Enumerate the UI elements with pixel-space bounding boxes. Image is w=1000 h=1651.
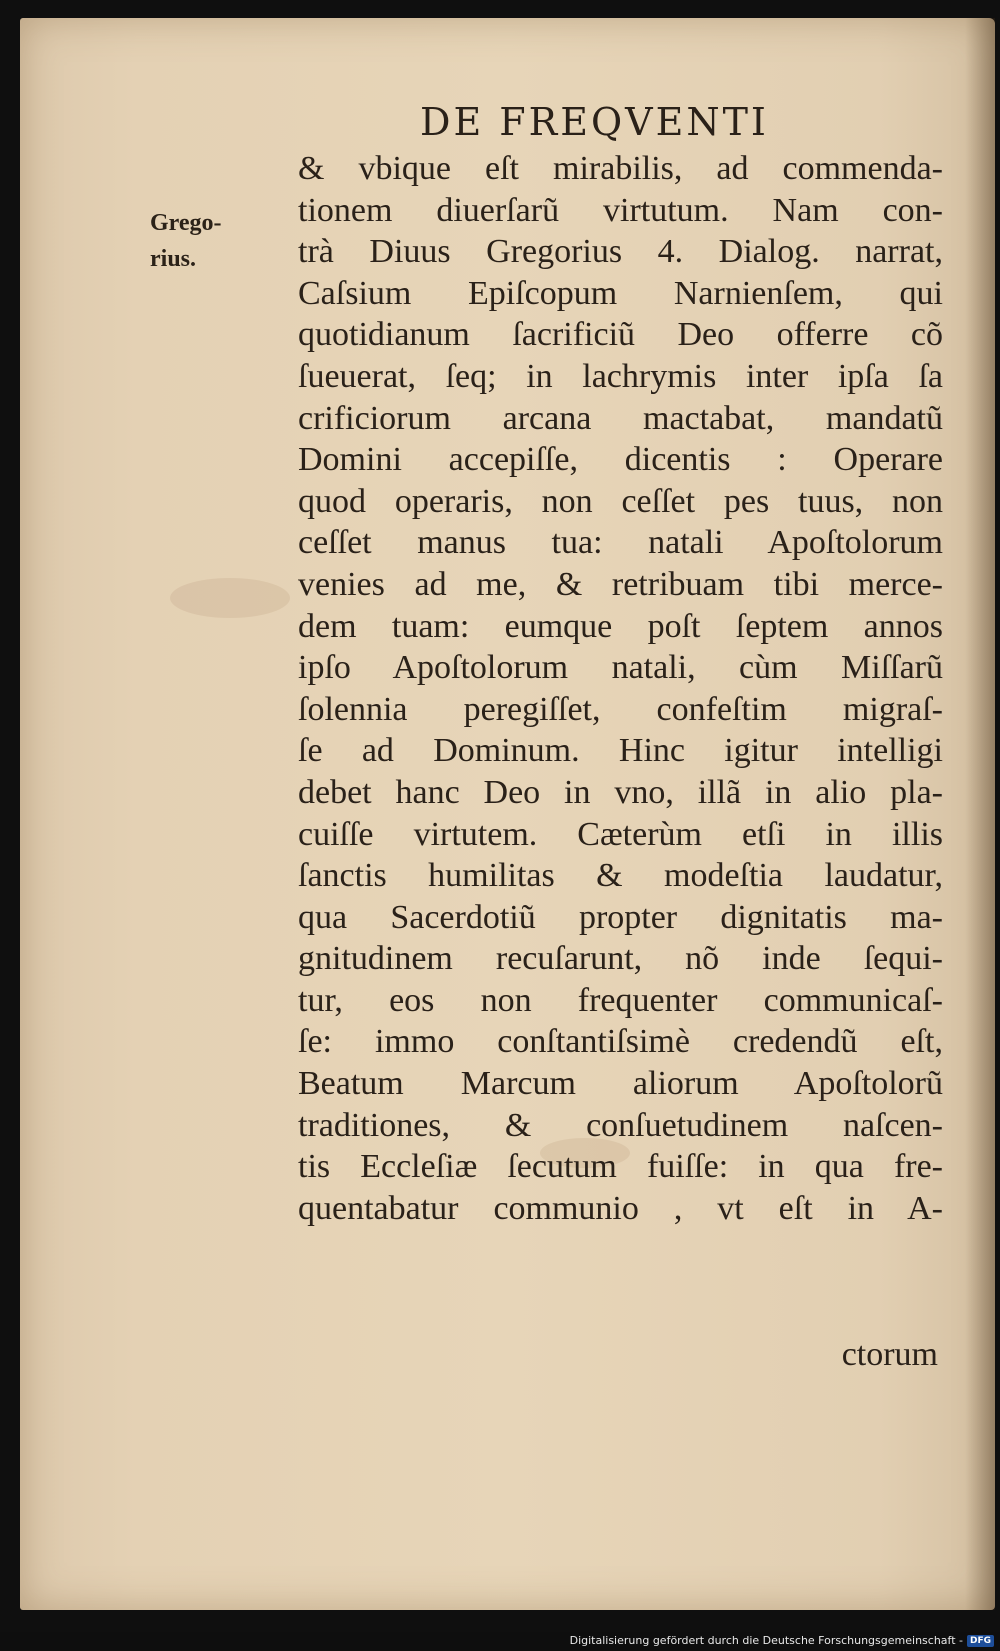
text-line: qua Sacerdotiũ propter dignitatis ma- (298, 898, 943, 936)
paper-stain (170, 578, 290, 618)
text-line: ſe: immo conſtantiſsimè credendũ eſt, (298, 1023, 943, 1061)
text-line: Beatum Marcum aliorum Apoſtolorũ (298, 1065, 943, 1103)
running-head: DE FREQVENTI (420, 100, 769, 144)
funding-credit (570, 1634, 994, 1647)
text-line: ipſo Apoſtolorum natali, cùm Miſſarũ (298, 649, 943, 687)
margin-note-line: Grego- (150, 210, 222, 236)
text-line: quotidianum ſacrificiũ Deo offerre cõ (298, 316, 943, 354)
text-line: tur, eos non frequenter communicaſ- (298, 981, 943, 1019)
page-edge-shadow (965, 18, 995, 1610)
text-line: ſolennia peregiſſet, confeſtim migraſ- (298, 690, 943, 728)
text-line: venies ad me, & retribuam tibi merce- (298, 565, 943, 603)
text-line: cuiſſe virtutem. Cæterùm etſi in illis (298, 815, 943, 853)
text-line: Caſsium Epiſcopum Narnienſem, qui (298, 274, 943, 312)
text-line: ſueuerat, ſeq; in lachrymis inter ipſa ſa (298, 357, 943, 395)
text-line: quentabatur communio , vt eſt in A- (298, 1189, 943, 1227)
text-line: Domini accepiſſe, dicentis : Operare (298, 441, 943, 479)
text-line: dem tuam: eumque poſt ſeptem annos (298, 607, 943, 645)
text-line: ſanctis humilitas & modeſtia laudatur, (298, 857, 943, 895)
text-line: trà Diuus Gregorius 4. Dialog. narrat, (298, 233, 943, 271)
text-line: debet hanc Deo in vno, illã in alio pla- (298, 773, 943, 811)
text-line: traditiones, & conſuetudinem naſcen- (298, 1106, 943, 1144)
text-line: ſe ad Dominum. Hinc igitur intelligi (298, 732, 943, 770)
dfg-logo: DFG (967, 1635, 994, 1647)
text-body (298, 148, 943, 1229)
text-line: tis Eccleſiæ ſecutum fuiſſe: in qua fre- (298, 1148, 943, 1186)
margin-note (150, 205, 222, 277)
text-line: quod operaris, non ceſſet pes tuus, non (298, 482, 943, 520)
text-line: gnitudinem recuſarunt, nõ inde ſequi- (298, 940, 943, 978)
text-line: tionem diuerſarũ virtutum. Nam con- (298, 191, 943, 229)
text-line: crificiorum arcana mactabat, mandatũ (298, 399, 943, 437)
funding-credit-text: Digitalisierung gefördert durch die Deutsche Forschungsgemeinschaft - (569, 1634, 963, 1647)
text-line: & vbique eſt mirabilis, ad commenda- (298, 150, 943, 187)
margin-note-line: rius. (150, 246, 197, 272)
text-line: ceſſet manus tua: natali Apoſtolorum (298, 524, 943, 562)
catchword: ctorum (841, 1336, 938, 1373)
